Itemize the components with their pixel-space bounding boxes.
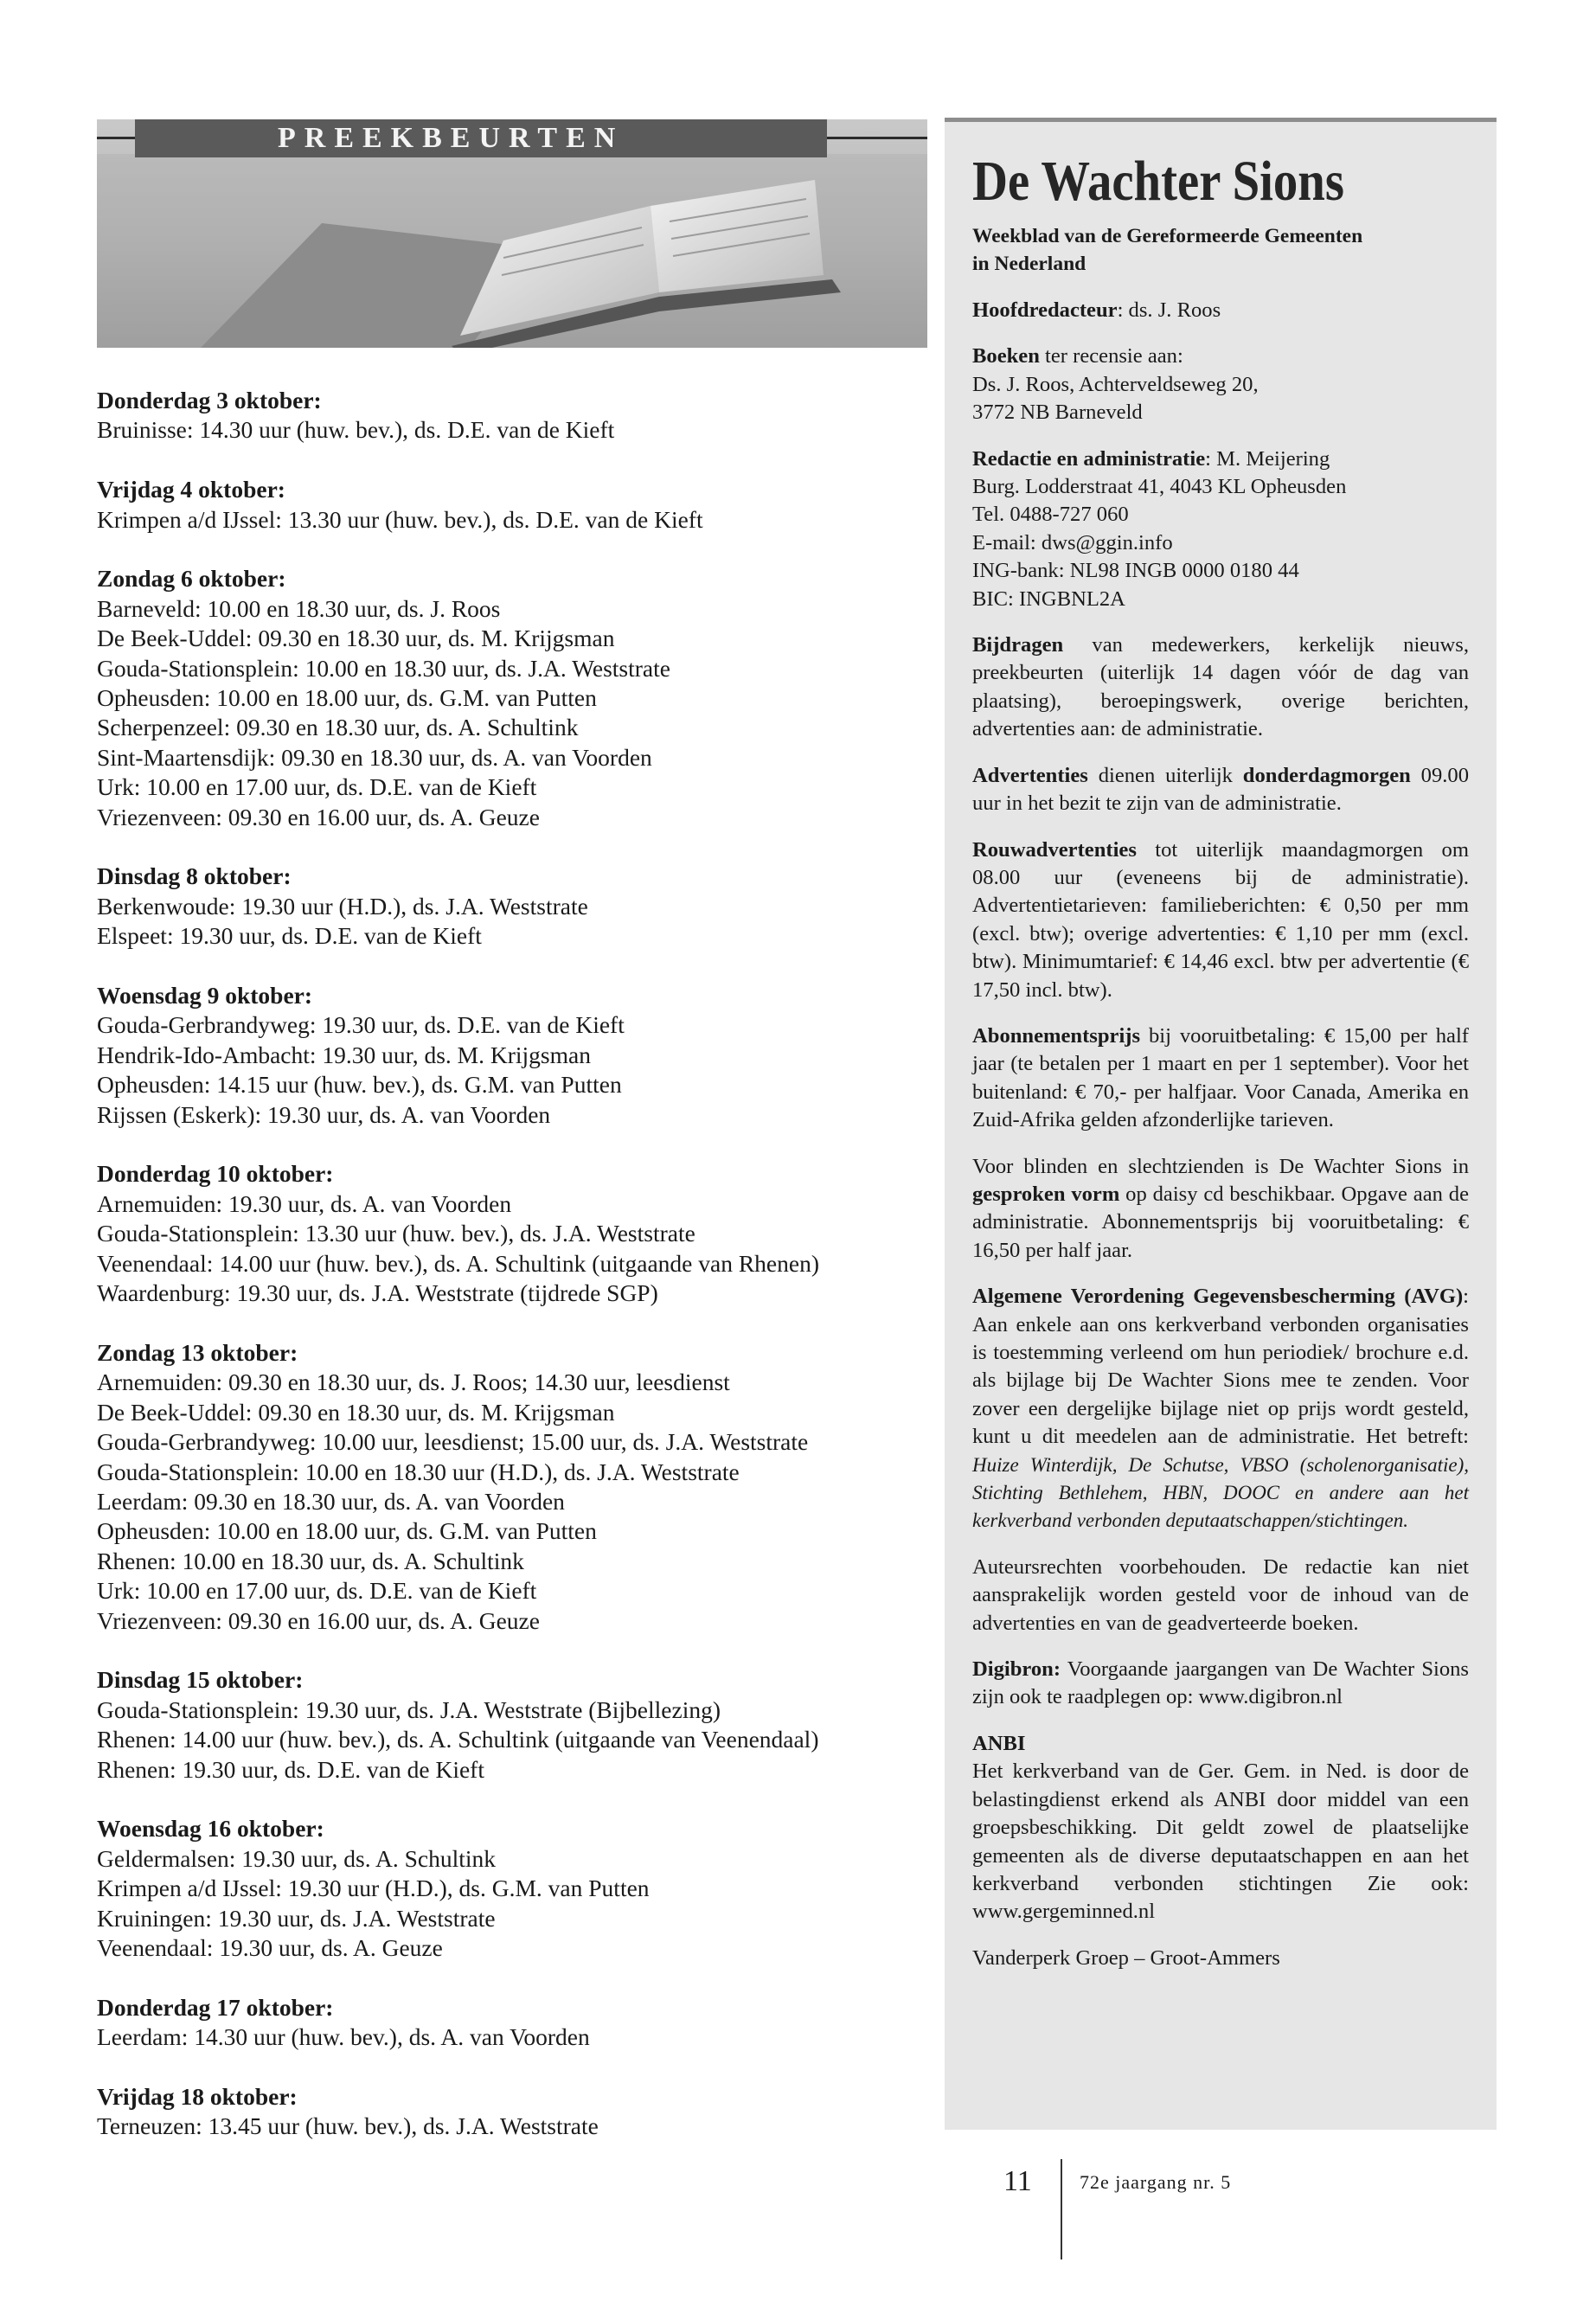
service-line: Vriezenveen: 09.30 en 16.00 uur, ds. A. Geuze <box>97 1606 540 1634</box>
day-heading: Dinsdag 15 oktober: <box>97 1666 304 1694</box>
copyright-info: Auteursrechten voorbehouden. De redactie kan niet aansprakelijk worden gesteld voor de inhoud van de advertenties en van de geadverteerde boeken. <box>972 1554 1469 1635</box>
day-block <box>97 1993 927 2053</box>
service-line: Gouda-Gerbrandyweg: 10.00 uur, leesdienst; 15.00 uur, ds. J.A. Weststrate <box>97 1428 809 1456</box>
service-line: Veenendaal: 14.00 uur (huw. bev.), ds. A. Schultink (uitgaande van Rhenen) <box>97 1249 819 1277</box>
service-line: Krimpen a/d IJssel: 13.30 uur (huw. bev.), ds. D.E. van de Kieft <box>97 505 703 533</box>
service-line: Gouda-Gerbrandyweg: 19.30 uur, ds. D.E. van de Kieft <box>97 1011 625 1039</box>
editor-info: Hoofdredacteur: ds. J. Roos <box>972 298 1221 322</box>
printer-info: Vanderperk Groep – Groot-Ammers <box>972 1945 1280 1970</box>
avg-info: Algemene Verordening Gegevensbescherming (AVG): Aan enkele aan ons kerkverband verbonden organisaties is toestemming verleend om hun periodiek/ brochure e.d. als bijlage bij De Wachter Sions mee te zenden. Voor zover een dergelijke bijlage niet op prijs wordt gesteld, kunt u dit meedelen aan de administratie. Het betreft: Huize Winterdijk, De Schutse, VBSO (scholenorganisatie), Stichting Bethlehem, HBN, DOOC en andere aan het kerkverband verbonden deputaatschappen/stichtingen. <box>972 1285 1469 1532</box>
service-line: Gouda-Stationsplein: 10.00 en 18.30 uur (H.D.), ds. J.A. Weststrate <box>97 1458 740 1485</box>
contributions-info: Bijdragen van medewerkers, kerkelijk nieuws, preekbeurten (uiterlijk 14 dagen vóór de dag van plaatsing), beroepingswerk, overige berichten, advertenties aan: de administratie. <box>972 633 1469 741</box>
service-line: Opheusden: 10.00 en 18.00 uur, ds. G.M. van Putten <box>97 1517 597 1545</box>
day-heading: Vrijdag 18 oktober: <box>97 2083 298 2110</box>
service-line: Opheusden: 10.00 en 18.00 uur, ds. G.M. van Putten <box>97 684 597 712</box>
day-heading: Donderdag 17 oktober: <box>97 1993 334 2021</box>
service-line: Rijssen (Eskerk): 19.30 uur, ds. A. van Voorden <box>97 1100 551 1128</box>
day-block <box>97 564 927 832</box>
section-title: PREEKBEURTEN <box>135 119 827 157</box>
day-block <box>97 862 927 951</box>
books-info: Boeken ter recensie aan: Ds. J. Roos, Achterveldseweg 20, 3772 NB Barneveld <box>972 344 1259 425</box>
day-block <box>97 981 927 1130</box>
volume-label: 72e jaargang nr. 5 <box>1080 2171 1232 2193</box>
masthead: De Wachter Sions <box>972 150 1344 213</box>
service-line: Krimpen a/d IJssel: 19.30 uur (H.D.), ds. G.M. van Putten <box>97 1875 650 1902</box>
service-line: Scherpenzeel: 09.30 en 18.30 uur, ds. A. Schultink <box>97 714 579 741</box>
service-line: Leerdam: 09.30 en 18.30 uur, ds. A. van Voorden <box>97 1487 565 1515</box>
service-line: Geldermalsen: 19.30 uur, ds. A. Schultink <box>97 1844 497 1872</box>
service-line: Rhenen: 19.30 uur, ds. D.E. van de Kieft <box>97 1755 484 1783</box>
service-line: Opheusden: 14.15 uur (huw. bev.), ds. G.M. van Putten <box>97 1071 622 1099</box>
blind-info: Voor blinden en slechtzienden is De Wachter Sions in gesproken vorm op daisy cd beschikbaar. Opgave aan de administratie. Abonnementsprijs bij vooruitbetaling: € 16,50 per half jaar. <box>972 1154 1469 1262</box>
service-line: Elspeet: 19.30 uur, ds. D.E. van de Kieft <box>97 922 482 950</box>
service-line: Urk: 10.00 en 17.00 uur, ds. D.E. van de Kieft <box>97 773 537 801</box>
service-line: Rhenen: 14.00 uur (huw. bev.), ds. A. Schultink (uitgaande van Veenendaal) <box>97 1726 819 1753</box>
service-line: Leerdam: 14.30 uur (huw. bev.), ds. A. van Voorden <box>97 2023 590 2051</box>
service-line: De Beek-Uddel: 09.30 en 18.30 uur, ds. M. Krijgsman <box>97 1398 615 1426</box>
service-line: Hendrik-Ido-Ambacht: 19.30 uur, ds. M. Krijgsman <box>97 1041 591 1068</box>
service-line: Vriezenveen: 09.30 en 16.00 uur, ds. A. Geuze <box>97 803 540 830</box>
service-line: Arnemuiden: 09.30 en 18.30 uur, ds. J. Roos; 14.30 uur, leesdienst <box>97 1368 730 1396</box>
day-block <box>97 1814 927 1963</box>
page-number: 11 <box>1003 2165 1032 2197</box>
service-line: Terneuzen: 13.45 uur (huw. bev.), ds. J.A. Weststrate <box>97 2112 599 2140</box>
day-heading: Donderdag 10 oktober: <box>97 1160 334 1188</box>
service-line: Veenendaal: 19.30 uur, ds. A. Geuze <box>97 1934 443 1961</box>
admin-info: Redactie en administratie: M. Meijering Burg. Lodderstraat 41, 4043 KL Opheusden Tel. 0488-727 060 E-mail: dws@ggin.info ING-bank: NL98 INGB 0000 0180 44 BIC: INGBNL2A <box>972 446 1347 611</box>
header-banner <box>97 119 927 348</box>
service-line: De Beek-Uddel: 09.30 en 18.30 uur, ds. M. Krijgsman <box>97 625 615 652</box>
service-line: Gouda-Stationsplein: 13.30 uur (huw. bev.), ds. J.A. Weststrate <box>97 1220 695 1247</box>
ads-info: Advertenties dienen uiterlijk donderdagmorgen 09.00 uur in het bezit te zijn van de administratie. <box>972 763 1469 816</box>
service-line: Urk: 10.00 en 17.00 uur, ds. D.E. van de Kieft <box>97 1577 537 1605</box>
day-block <box>97 386 927 445</box>
day-block <box>97 2082 927 2142</box>
service-line: Kruiningen: 19.30 uur, ds. J.A. Weststrate <box>97 1904 496 1932</box>
masthead-subtitle: Weekblad van de Gereformeerde Gemeenten in Nederland <box>972 225 1363 275</box>
day-block <box>97 1338 927 1636</box>
day-heading: Zondag 6 oktober: <box>97 565 286 593</box>
service-line: Berkenwoude: 19.30 uur (H.D.), ds. J.A. Weststrate <box>97 892 588 920</box>
day-heading: Woensdag 9 oktober: <box>97 982 313 1009</box>
subscription-info: Abonnementsprijs bij vooruitbetaling: € 15,00 per half jaar (te betalen per 1 maart en per 1 september). Voor het buitenland: € 70,- per halfjaar. Voor Canada, Amerika en Zuid-Afrika gelden afzonderlijke tarieven. <box>972 1023 1469 1132</box>
service-line: Waardenburg: 19.30 uur, ds. J.A. Weststrate (tijdrede SGP) <box>97 1279 658 1307</box>
service-line: Arnemuiden: 19.30 uur, ds. A. van Voorden <box>97 1189 512 1217</box>
service-schedule <box>97 386 927 2171</box>
service-line: Sint-Maartensdijk: 09.30 en 18.30 uur, ds. A. van Voorden <box>97 743 652 771</box>
day-heading: Donderdag 3 oktober: <box>97 387 322 413</box>
anbi-info: ANBI Het kerkverband van de Ger. Gem. in Ned. is door de belastingdienst erkend als ANBI door middel van een groepsbeschikking. Dit geldt zowel de plaatselijke gemeenten als de diverse deputaatschappen en aan het kerkverband verbonden stichtingen Zie ook: www.gergeminned.nl <box>972 1731 1469 1924</box>
footer-divider <box>1061 2159 1062 2259</box>
day-block <box>97 475 927 535</box>
day-block <box>97 1159 927 1308</box>
day-heading: Vrijdag 4 oktober: <box>97 476 285 503</box>
mourning-ads-info: Rouwadvertenties tot uiterlijk maandagmorgen om 08.00 uur (eveneens bij de administratie). Advertentietarieven: familieberichten: € 0,50 per mm (excl. btw); overige advertenties: € 1,10 per mm (excl. btw). Minimumtarief: € 14,46 excl. btw per advertentie (€ 17,50 incl. btw). <box>972 837 1469 1002</box>
day-block <box>97 1665 927 1785</box>
digibron-info: Digibron: Voorgaande jaargangen van De Wachter Sions zijn ook te raadplegen op: www.digibron.nl <box>972 1657 1469 1709</box>
service-line: Gouda-Stationsplein: 19.30 uur, ds. J.A. Weststrate (Bijbellezing) <box>97 1695 721 1723</box>
colophon-box <box>945 118 1497 2130</box>
service-line: Bruinisse: 14.30 uur (huw. bev.), ds. D.E. van de Kieft <box>97 416 615 444</box>
service-line: Barneveld: 10.00 en 18.30 uur, ds. J. Roos <box>97 594 501 622</box>
day-heading: Woensdag 16 oktober: <box>97 1815 324 1843</box>
service-line: Gouda-Stationsplein: 10.00 en 18.30 uur, ds. J.A. Weststrate <box>97 654 670 682</box>
day-heading: Zondag 13 oktober: <box>97 1338 298 1366</box>
day-heading: Dinsdag 8 oktober: <box>97 862 292 890</box>
service-line: Rhenen: 10.00 en 18.30 uur, ds. A. Schultink <box>97 1547 524 1574</box>
